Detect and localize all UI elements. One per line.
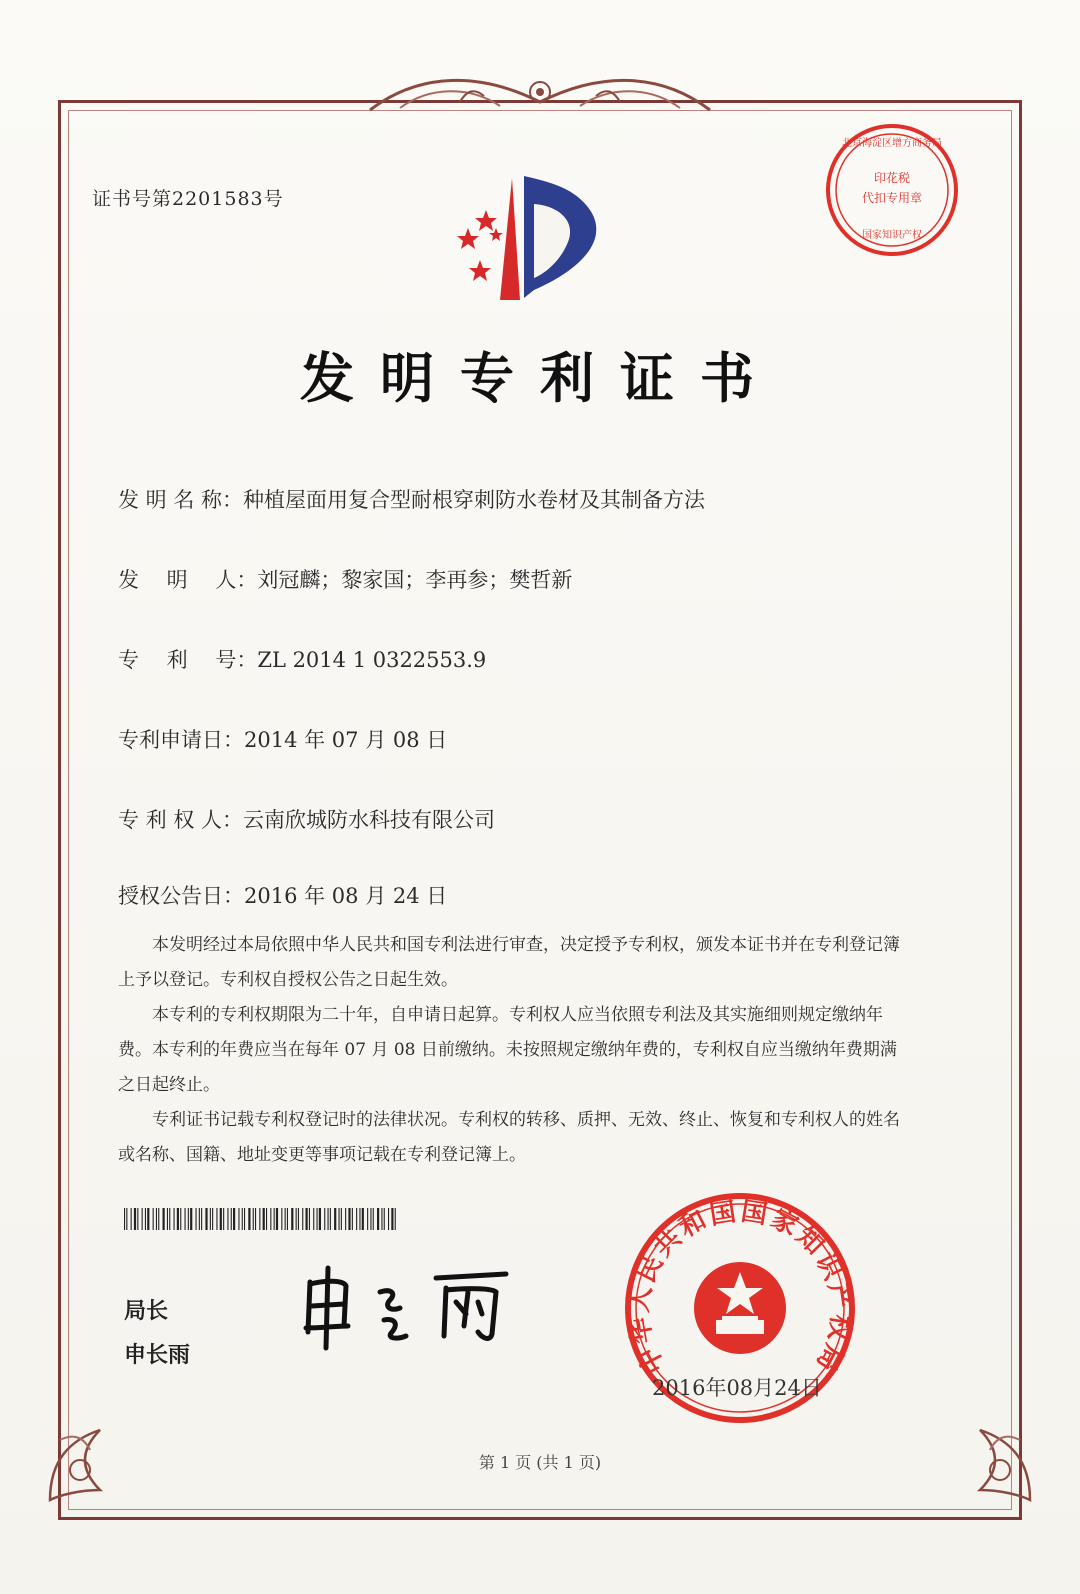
barcode-bar <box>124 1208 125 1230</box>
barcode-bar <box>253 1208 254 1230</box>
barcode-bar <box>216 1208 217 1230</box>
barcode-bar <box>287 1208 288 1230</box>
director-name: 申长雨 <box>124 1343 191 1368</box>
tax-seal-ring-text: 北京海淀区增方商务局 <box>842 138 942 149</box>
field-grant-date <box>118 880 447 910</box>
field-label: 发 明 人： <box>118 568 258 592</box>
barcode-bar <box>134 1208 136 1230</box>
certificate-title: 发明专利证书 <box>300 346 780 410</box>
barcode-bar <box>384 1208 385 1230</box>
barcode-bar <box>223 1208 224 1230</box>
barcode-bar <box>199 1208 200 1230</box>
barcode-bar <box>180 1208 181 1230</box>
field-value: 2014 年 07 月 08 日 <box>244 728 448 752</box>
barcode-bar <box>220 1208 222 1230</box>
barcode-bar <box>388 1208 389 1230</box>
barcode-bar <box>190 1208 192 1230</box>
top-ornament-icon <box>360 62 720 122</box>
field-patent-number <box>118 644 486 674</box>
barcode-bar <box>147 1208 149 1230</box>
barcode-bar <box>356 1208 357 1230</box>
body-paragraph-2: 本专利的专利权期限为二十年，自申请日起算。专利权人应当依照专利法及其实施细则规定缴纳年费。本专利的年费应当在每年 07 月 08 日前缴纳。未按照规定缴纳年费的，专利权自应当缴纳年费期满之日起终止。 <box>118 1005 897 1095</box>
barcode-bar <box>341 1208 342 1230</box>
barcode-bar <box>145 1208 146 1230</box>
body-paragraph-3: 专利证书记载专利权登记时的法律状况。专利权的转移、质押、无效、终止、恢复和专利权人的姓名或名称、国籍、地址变更等事项记载在专利登记簿上。 <box>118 1110 900 1165</box>
barcode-bar <box>270 1208 271 1230</box>
handwritten-signature <box>296 1262 536 1352</box>
barcode-bar <box>259 1208 260 1230</box>
barcode-bar <box>274 1208 275 1230</box>
tax-seal-bottom-text: 国家知识产权 <box>862 230 922 241</box>
barcode-bar <box>319 1208 321 1230</box>
barcode-bar <box>285 1208 286 1230</box>
field-value: ZL 2014 1 0322553.9 <box>257 648 487 672</box>
certificate-number: 证书号第2201583号 <box>92 188 284 210</box>
barcode-bar <box>359 1208 360 1230</box>
tax-seal-line-1: 印花税 <box>873 171 911 185</box>
barcode-bar <box>177 1208 179 1230</box>
barcode-bar <box>362 1208 364 1230</box>
barcode-bar <box>156 1208 157 1230</box>
barcode-bar <box>370 1208 371 1230</box>
barcode-bar <box>163 1208 165 1230</box>
barcode-bar <box>196 1208 197 1230</box>
barcode-bar <box>169 1208 170 1230</box>
barcode-bar <box>210 1208 211 1230</box>
patent-office-logo-icon <box>440 170 620 310</box>
field-label: 专 利 号： <box>118 648 258 672</box>
field-label: 发 明 名 称： <box>118 488 244 512</box>
barcode-bar <box>391 1208 393 1230</box>
field-value: 2016 年 08 月 24 日 <box>244 884 448 908</box>
barcode-bar <box>309 1208 310 1230</box>
barcode-bar <box>266 1208 267 1230</box>
barcode-bar <box>231 1208 232 1230</box>
seal-ring-text: 中华人民共和国国家知识产权局 <box>624 1196 856 1379</box>
barcode-bar <box>188 1208 189 1230</box>
seal-date: 2016年08月24日 <box>652 1376 822 1400</box>
barcode-bar <box>348 1208 350 1230</box>
barcode-bar <box>306 1208 308 1230</box>
barcode-bar <box>302 1208 303 1230</box>
barcode-bar <box>317 1208 318 1230</box>
barcode-bar <box>142 1208 143 1230</box>
barcode-bar <box>131 1208 132 1230</box>
barcode-bar <box>126 1208 127 1230</box>
barcode-bar <box>137 1208 138 1230</box>
barcode-bar <box>248 1208 250 1230</box>
tax-stamp-seal <box>822 120 962 260</box>
field-value: 刘冠麟；黎家国；李再参；樊哲新 <box>257 568 573 592</box>
barcode-bar <box>281 1208 282 1230</box>
page-number: 第 1 页 (共 1 页) <box>478 1453 602 1472</box>
barcode <box>124 1208 396 1230</box>
barcode-bar <box>158 1208 159 1230</box>
barcode-bar <box>242 1208 243 1230</box>
field-invention-name <box>118 484 705 514</box>
barcode-bar <box>238 1208 239 1230</box>
barcode-bar <box>185 1208 186 1230</box>
barcode-bar <box>291 1208 293 1230</box>
barcode-bar <box>153 1208 154 1230</box>
body-paragraph-1: 本发明经过本局依照中华人民共和国专利法进行审查，决定授予专利权，颁发本证书并在专利登记簿上予以登记。专利权自授权公告之日起生效。 <box>118 935 900 990</box>
barcode-bar <box>377 1208 379 1230</box>
barcode-bar <box>367 1208 368 1230</box>
barcode-bar <box>334 1208 336 1230</box>
barcode-bar <box>352 1208 353 1230</box>
barcode-bar <box>298 1208 299 1230</box>
barcode-bar <box>263 1208 265 1230</box>
barcode-bar <box>345 1208 346 1230</box>
barcode-bar <box>373 1208 374 1230</box>
barcode-bar <box>255 1208 256 1230</box>
barcode-bar <box>328 1208 329 1230</box>
barcode-bar <box>395 1208 396 1230</box>
field-value: 云南欣城防水科技有限公司 <box>243 808 496 832</box>
barcode-bar <box>167 1208 168 1230</box>
field-label: 专 利 权 人： <box>118 808 244 832</box>
field-inventors <box>118 564 572 594</box>
certificate-body <box>118 928 908 1173</box>
field-application-date <box>118 724 447 754</box>
barcode-bar <box>381 1208 382 1230</box>
barcode-bar <box>296 1208 297 1230</box>
tax-seal-line-2: 代扣专用章 <box>861 191 923 205</box>
barcode-bar <box>313 1208 314 1230</box>
director-title: 局长 <box>124 1299 169 1324</box>
field-value: 种植屋面用复合型耐根穿刺防水卷材及其制备方法 <box>243 488 706 512</box>
field-patentee <box>118 804 495 834</box>
field-label: 专利申请日： <box>118 728 244 752</box>
barcode-bar <box>244 1208 245 1230</box>
barcode-bar <box>205 1208 207 1230</box>
barcode-bar <box>324 1208 325 1230</box>
field-label: 授权公告日： <box>118 884 244 908</box>
barcode-bar <box>201 1208 202 1230</box>
barcode-bar <box>233 1208 235 1230</box>
barcode-bar <box>330 1208 331 1230</box>
barcode-bar <box>276 1208 278 1230</box>
barcode-bar <box>227 1208 228 1230</box>
barcode-bar <box>212 1208 213 1230</box>
barcode-bar <box>174 1208 175 1230</box>
barcode-bar <box>339 1208 340 1230</box>
